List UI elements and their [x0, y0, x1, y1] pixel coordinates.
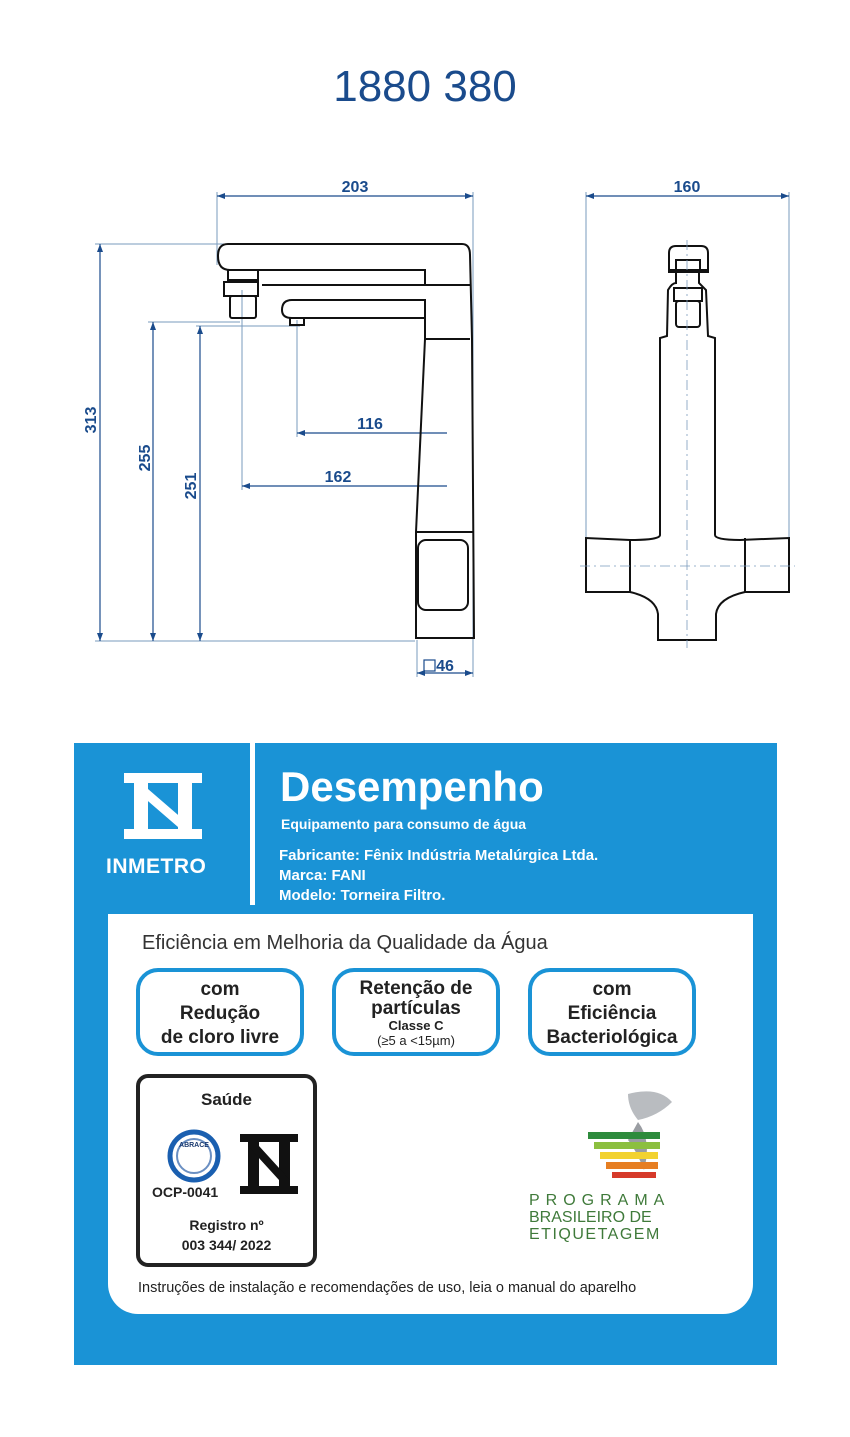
- feature-line: com: [200, 979, 240, 1000]
- feature-line: com: [592, 979, 632, 1000]
- feature-chlorine: [136, 968, 304, 1056]
- registry-number: 003 344/ 2022: [181, 1237, 272, 1253]
- product-code: 1880 380: [333, 62, 517, 111]
- health-certificate-box: [136, 1074, 317, 1267]
- dim-width-top: 203: [341, 179, 369, 196]
- manufacturer: Fabricante: Fênix Indústria Metalúrgica Ltda.: [279, 847, 599, 864]
- feature-line: Bacteriológica: [546, 1027, 678, 1048]
- square-symbol-icon: [424, 660, 435, 671]
- faucet-front-view: [218, 244, 474, 638]
- label-subtitle: Equipamento para consumo de água: [281, 816, 527, 832]
- feature-bacteriological: [528, 968, 696, 1056]
- inmetro-mark-icon: [236, 1134, 302, 1194]
- feature-line: Eficiência: [567, 1003, 657, 1024]
- dim-height-filter: 251: [183, 472, 200, 500]
- feature-class: Classe C: [388, 1018, 444, 1033]
- feature-note: (≥5 a <15µm): [377, 1033, 455, 1048]
- dim-side-width: 160: [673, 179, 701, 196]
- pbe-logo-icon: [548, 1090, 728, 1190]
- faucet-side-view: [586, 246, 789, 640]
- technical-drawing: [0, 160, 850, 690]
- dim-reach-filter: 116: [357, 416, 383, 433]
- inmetro-wordmark: INMETRO: [106, 855, 207, 878]
- inmetro-logo: [104, 771, 224, 851]
- footer-instructions: Instruções de instalação e recomendações de uso, leia o manual do aparelho: [138, 1280, 637, 1296]
- feature-line: partículas: [371, 998, 461, 1019]
- inmetro-label: [74, 743, 777, 1365]
- svg-text:ABRACE: ABRACE: [179, 1142, 209, 1149]
- abrace-seal-icon: [162, 1128, 232, 1184]
- registry-label: Registro nº: [189, 1217, 264, 1233]
- pbe-line: PROGRAMA: [529, 1192, 671, 1209]
- ocp-code: OCP-0041: [152, 1184, 219, 1200]
- feature-particles: [332, 968, 500, 1056]
- pbe-program-name: [529, 1192, 670, 1243]
- feature-line: Redução: [179, 1003, 261, 1024]
- divider: [250, 743, 255, 905]
- label-title: Desempenho: [280, 763, 544, 810]
- efficiency-panel: [108, 914, 753, 1314]
- pbe-line: BRASILEIRO DE: [529, 1209, 652, 1226]
- brand: Marca: FANI: [279, 867, 366, 884]
- dim-height-total: 313: [83, 406, 100, 434]
- dim-base-square: 46: [436, 658, 454, 675]
- pbe-line: ETIQUETAGEM: [529, 1226, 661, 1243]
- efficiency-heading: Eficiência em Melhoria da Qualidade da Água: [142, 932, 548, 954]
- dim-reach-outlet: 162: [324, 469, 352, 486]
- feature-line: Retenção de: [359, 978, 473, 999]
- registry: [140, 1215, 313, 1255]
- feature-line: de cloro livre: [160, 1027, 280, 1048]
- model: Modelo: Torneira Filtro.: [279, 887, 446, 904]
- health-title: Saúde: [200, 1090, 253, 1109]
- dim-height-outlet: 255: [137, 444, 154, 472]
